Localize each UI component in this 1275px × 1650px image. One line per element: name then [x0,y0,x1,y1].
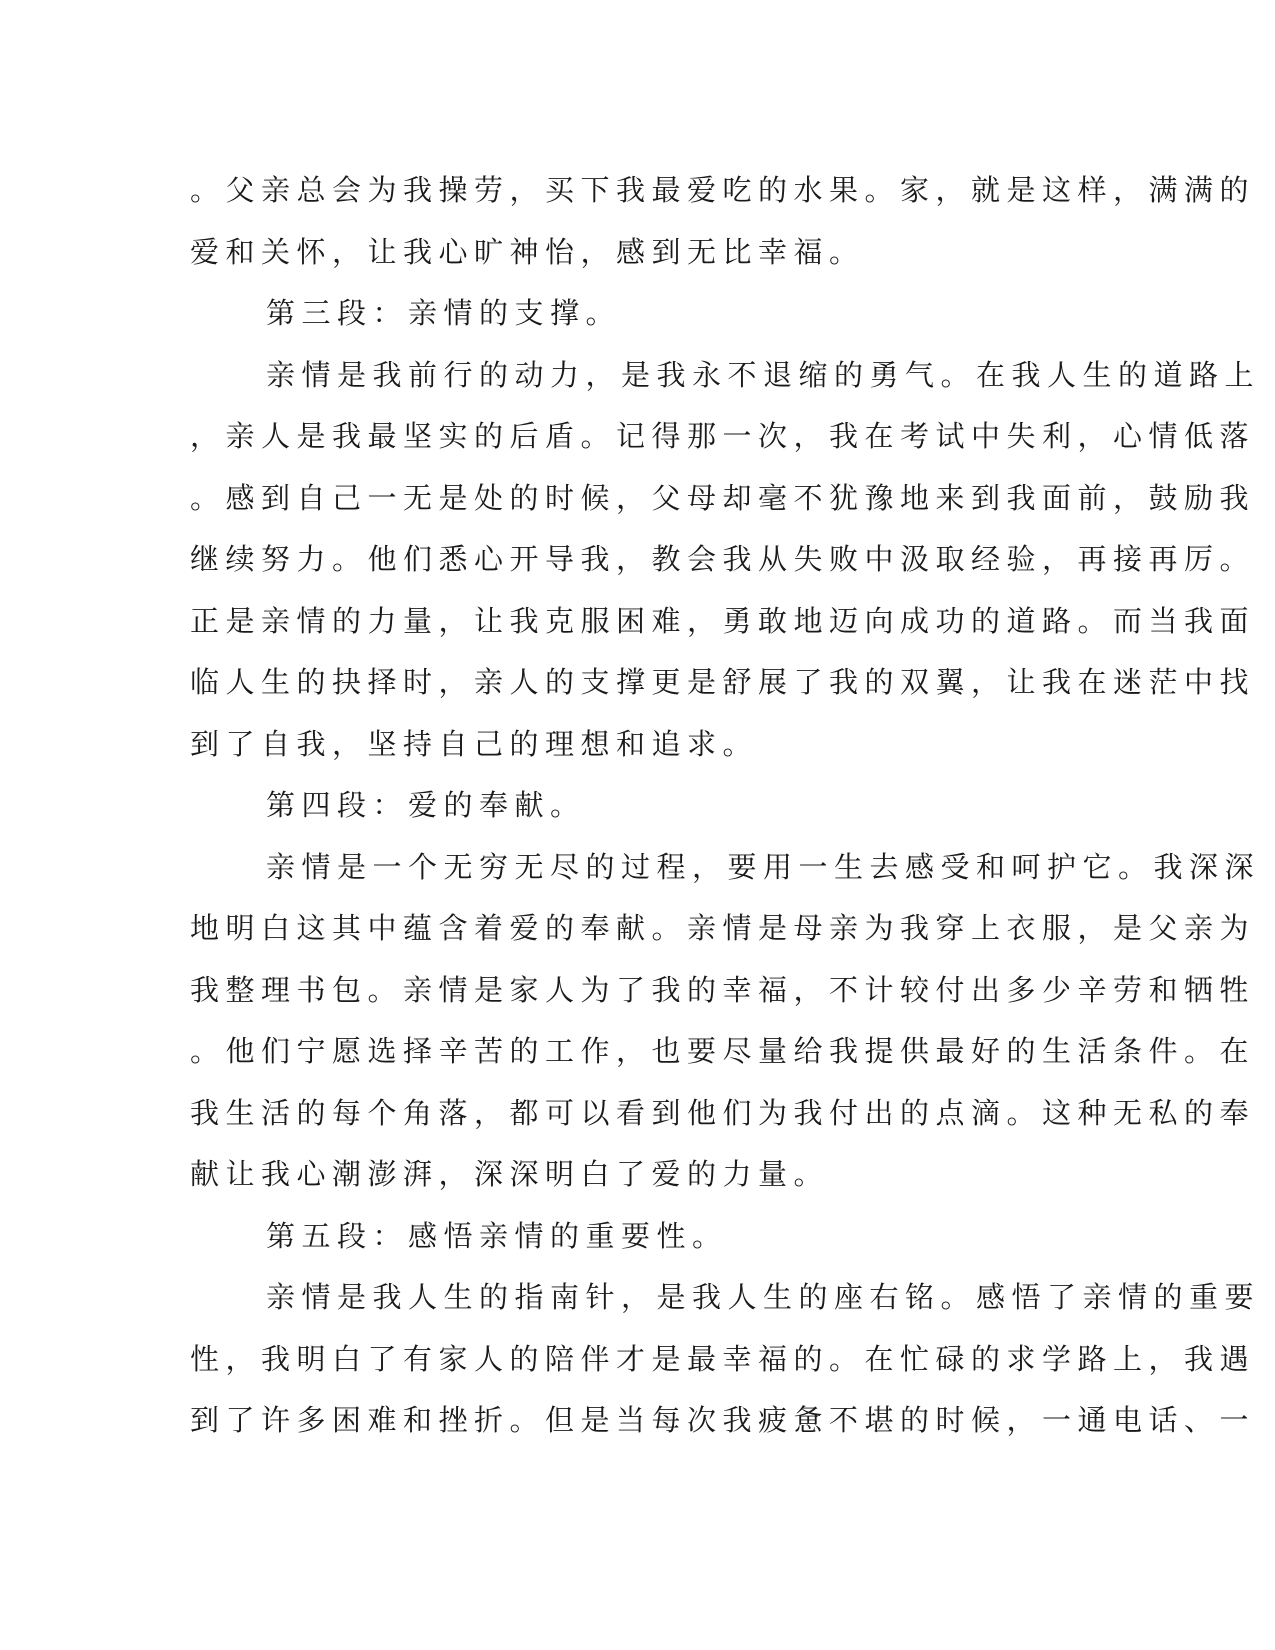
paragraph-start-line: 亲情是我前行的动力，是我永不退缩的勇气。在我人生的道路上 [266,357,1261,392]
text-line: 爱和关怀，让我心旷神怡，感到无比幸福。 [190,234,865,269]
text-line: 。父亲总会为我操劳，买下我最爱吃的水果。家，就是这样，满满的 [190,173,1256,207]
section-heading: 第五段：感悟亲情的重要性。 [266,1218,728,1253]
text-line: 我生活的每个角落，都可以看到他们为我付出的点滴。这种无私的奉 [190,1095,1256,1130]
text-line: 继续努力。他们悉心开导我，教会我从失败中汲取经验，再接再厉。 [190,542,1256,576]
text-line: 临人生的抉择时，亲人的支撑更是舒展了我的双翼，让我在迷茫中找 [190,665,1256,699]
text-line: 献让我心潮澎湃，深深明白了爱的力量。 [190,1157,830,1191]
text-line: 正是亲情的力量，让我克服困难，勇敢地迈向成功的道路。而当我面 [190,603,1256,638]
section-heading: 第四段：爱的奉献。 [266,788,586,822]
section-heading: 第三段：亲情的支撑。 [266,296,622,330]
text-line: 。他们宁愿选择辛苦的工作，也要尽量给我提供最好的生活条件。在 [190,1034,1256,1068]
text-line: 性，我明白了有家人的陪伴才是最幸福的。在忙碌的求学路上，我遇 [190,1341,1256,1376]
text-line: 我整理书包。亲情是家人为了我的幸福，不计较付出多少辛劳和牺牲 [190,972,1256,1007]
document-body [190,160,1261,1452]
paragraph-start-line: 亲情是我人生的指南针，是我人生的座右铭。感悟了亲情的重要 [266,1280,1261,1314]
text-line: 到了自我，坚持自己的理想和追求。 [190,726,759,761]
text-line: 。感到自己一无是处的时候，父母却毫不犹豫地来到我面前，鼓励我 [190,480,1256,515]
text-line: 地明白这其中蕴含着爱的奉献。亲情是母亲为我穿上衣服，是父亲为 [190,911,1256,945]
text-line: 到了许多困难和挫折。但是当每次我疲惫不堪的时候，一通电话、一 [190,1403,1256,1437]
paragraph-start-line: 亲情是一个无穷无尽的过程，要用一生去感受和呵护它。我深深 [266,849,1261,884]
text-line: ，亲人是我最坚实的后盾。记得那一次，我在考试中失利，心情低落 [190,419,1256,453]
